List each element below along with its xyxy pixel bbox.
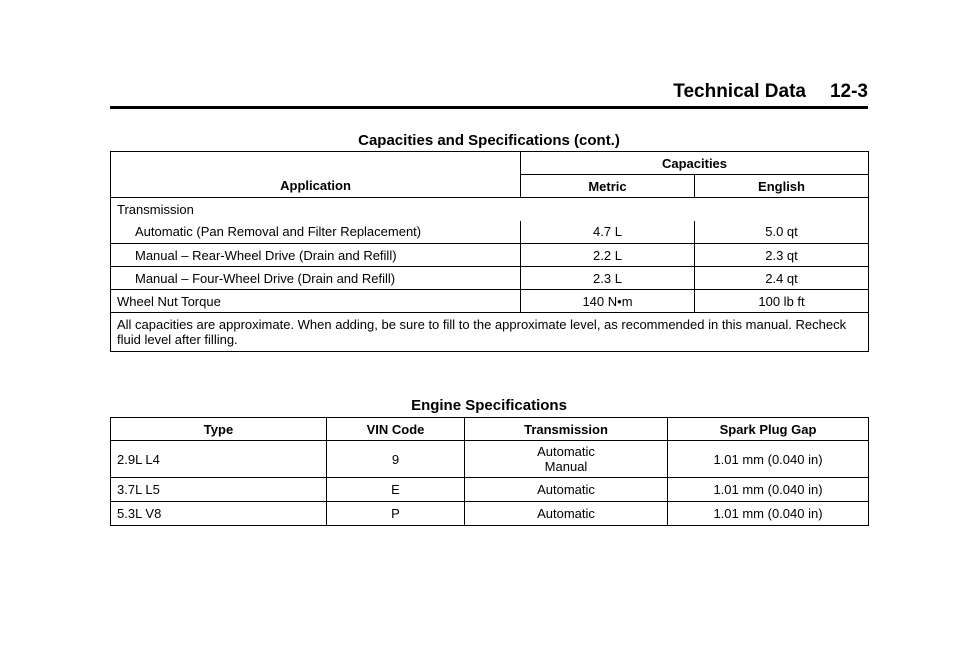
english-cell: 2.4 qt <box>695 267 869 290</box>
section-row <box>111 198 869 221</box>
metric-cell: 140 N•m <box>521 290 695 313</box>
engine-specifications-table <box>110 417 869 526</box>
page-header <box>110 80 868 109</box>
table-row <box>111 290 869 313</box>
transmission-cell: Automatic <box>465 478 668 502</box>
transmission-value: Manual <box>544 459 588 474</box>
transmission-cell: Automatic <box>465 502 668 526</box>
vin-cell: P <box>327 502 465 526</box>
metric-cell: 2.3 L <box>521 267 695 290</box>
english-cell: 5.0 qt <box>695 221 869 244</box>
metric-cell: 2.2 L <box>521 244 695 267</box>
english-cell: 2.3 qt <box>695 244 869 267</box>
engine-header-row <box>111 418 869 441</box>
capacities-header: Capacities <box>521 152 869 175</box>
vin-cell: 9 <box>327 441 465 478</box>
application-cell: Manual – Four-Wheel Drive (Drain and Refill) <box>111 267 521 290</box>
table-row <box>111 221 869 244</box>
note-row <box>111 313 869 352</box>
vin-cell: E <box>327 478 465 502</box>
section-transmission: Transmission <box>111 198 869 221</box>
capacities-table-title: Capacities and Specifications (cont.) <box>358 132 620 149</box>
spark-plug-gap-header: Spark Plug Gap <box>668 418 869 441</box>
application-cell: Wheel Nut Torque <box>111 290 521 313</box>
type-header: Type <box>111 418 327 441</box>
metric-cell: 4.7 L <box>521 221 695 244</box>
transmission-cell <box>465 441 668 478</box>
table-row <box>111 441 869 478</box>
table-row <box>111 244 869 267</box>
engine-table-title: Engine Specifications <box>411 397 567 414</box>
page-header-text <box>673 81 868 103</box>
gap-cell: 1.01 mm (0.040 in) <box>668 478 869 502</box>
application-header: Application <box>111 152 521 198</box>
type-cell: 5.3L V8 <box>111 502 327 526</box>
capacities-header-row <box>111 152 869 175</box>
metric-header: Metric <box>521 175 695 198</box>
transmission-value: Automatic <box>537 444 595 459</box>
gap-cell: 1.01 mm (0.040 in) <box>668 441 869 478</box>
page-number: 12-3 <box>829 81 868 102</box>
table-row <box>111 478 869 502</box>
section-title: Technical Data <box>673 81 806 102</box>
vin-code-header: VIN Code <box>327 418 465 441</box>
application-cell: Automatic (Pan Removal and Filter Replacement) <box>111 221 521 244</box>
english-header: English <box>695 175 869 198</box>
capacities-table <box>110 151 869 352</box>
type-cell: 3.7L L5 <box>111 478 327 502</box>
english-cell: 100 lb ft <box>695 290 869 313</box>
capacities-note: All capacities are approximate. When adding, be sure to fill to the approximate level, as recommended in this manual. Recheck fluid level after filling. <box>111 313 869 352</box>
application-cell: Manual – Rear-Wheel Drive (Drain and Refill) <box>111 244 521 267</box>
type-cell: 2.9L L4 <box>111 441 327 478</box>
table-row <box>111 267 869 290</box>
transmission-header: Transmission <box>465 418 668 441</box>
gap-cell: 1.01 mm (0.040 in) <box>668 502 869 526</box>
table-row <box>111 502 869 526</box>
